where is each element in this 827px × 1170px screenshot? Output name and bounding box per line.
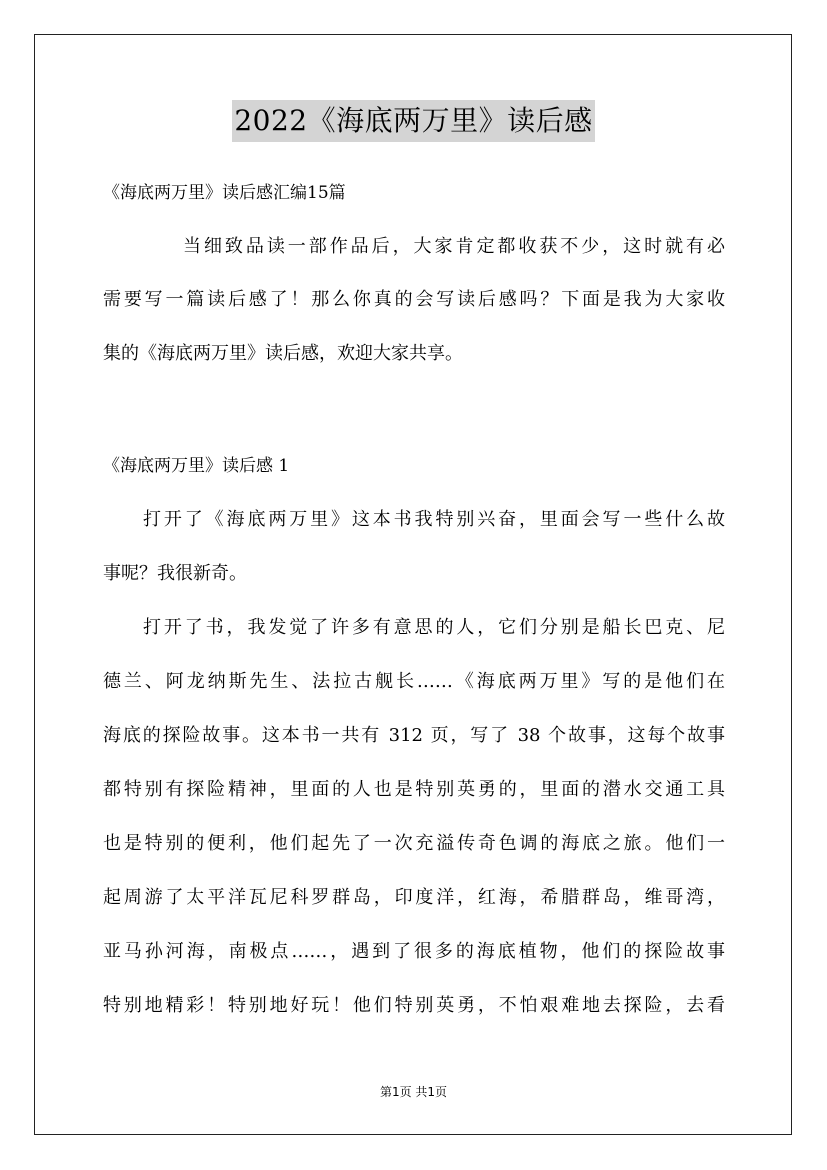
page-footer: 第1页 共1页: [379, 1085, 448, 1099]
para2-line-5: 也是特别的便利，他们起先了一次充溢传奇色调的海底之旅。他们一: [103, 833, 725, 854]
para2-line-6: 起周游了太平洋瓦尼科罗群岛，印度洋，红海，希腊群岛，维哥湾，: [103, 887, 725, 908]
para2-line-1: 打开了书，我发觉了许多有意思的人，它们分别是船长巴克、尼: [143, 617, 725, 638]
para2-line-2: 德兰、阿龙纳斯先生、法拉古舰长……《海底两万里》写的是他们在: [103, 671, 725, 692]
intro-line-2: 需要写一篇读后感了！那么你真的会写读后感吗？下面是我为大家收: [103, 289, 725, 310]
para2-line-8: 特别地精彩！特别地好玩！他们特别英勇，不怕艰难地去探险，去看: [103, 995, 725, 1016]
para1-line-2: 事呢？我很新奇。: [103, 563, 247, 584]
para2-line-4: 都特别有探险精神，里面的人也是特别英勇的，里面的潜水交通工具: [103, 779, 725, 800]
para1-line-1: 打开了《海底两万里》这本书我特别兴奋，里面会写一些什么故: [143, 509, 725, 530]
para2-line-7: 亚马孙河海，南极点……，遇到了很多的海底植物，他们的探险故事: [103, 941, 725, 962]
para2-line-3: 海底的探险故事。这本书一共有 312 页，写了 38 个故事，这每个故事: [103, 725, 725, 746]
intro-line-3: 集的《海底两万里》读后感，欢迎大家共享。: [103, 343, 463, 364]
section-heading-1: 《海底两万里》读后感 1: [103, 456, 290, 476]
title-container: [0, 100, 827, 142]
document-title: 2022《海底两万里》读后感: [232, 100, 594, 142]
document-subtitle: 《海底两万里》读后感汇编15篇: [103, 183, 346, 203]
intro-line-1: 当细致品读一部作品后，大家肯定都收获不少，这时就有必: [183, 236, 725, 257]
